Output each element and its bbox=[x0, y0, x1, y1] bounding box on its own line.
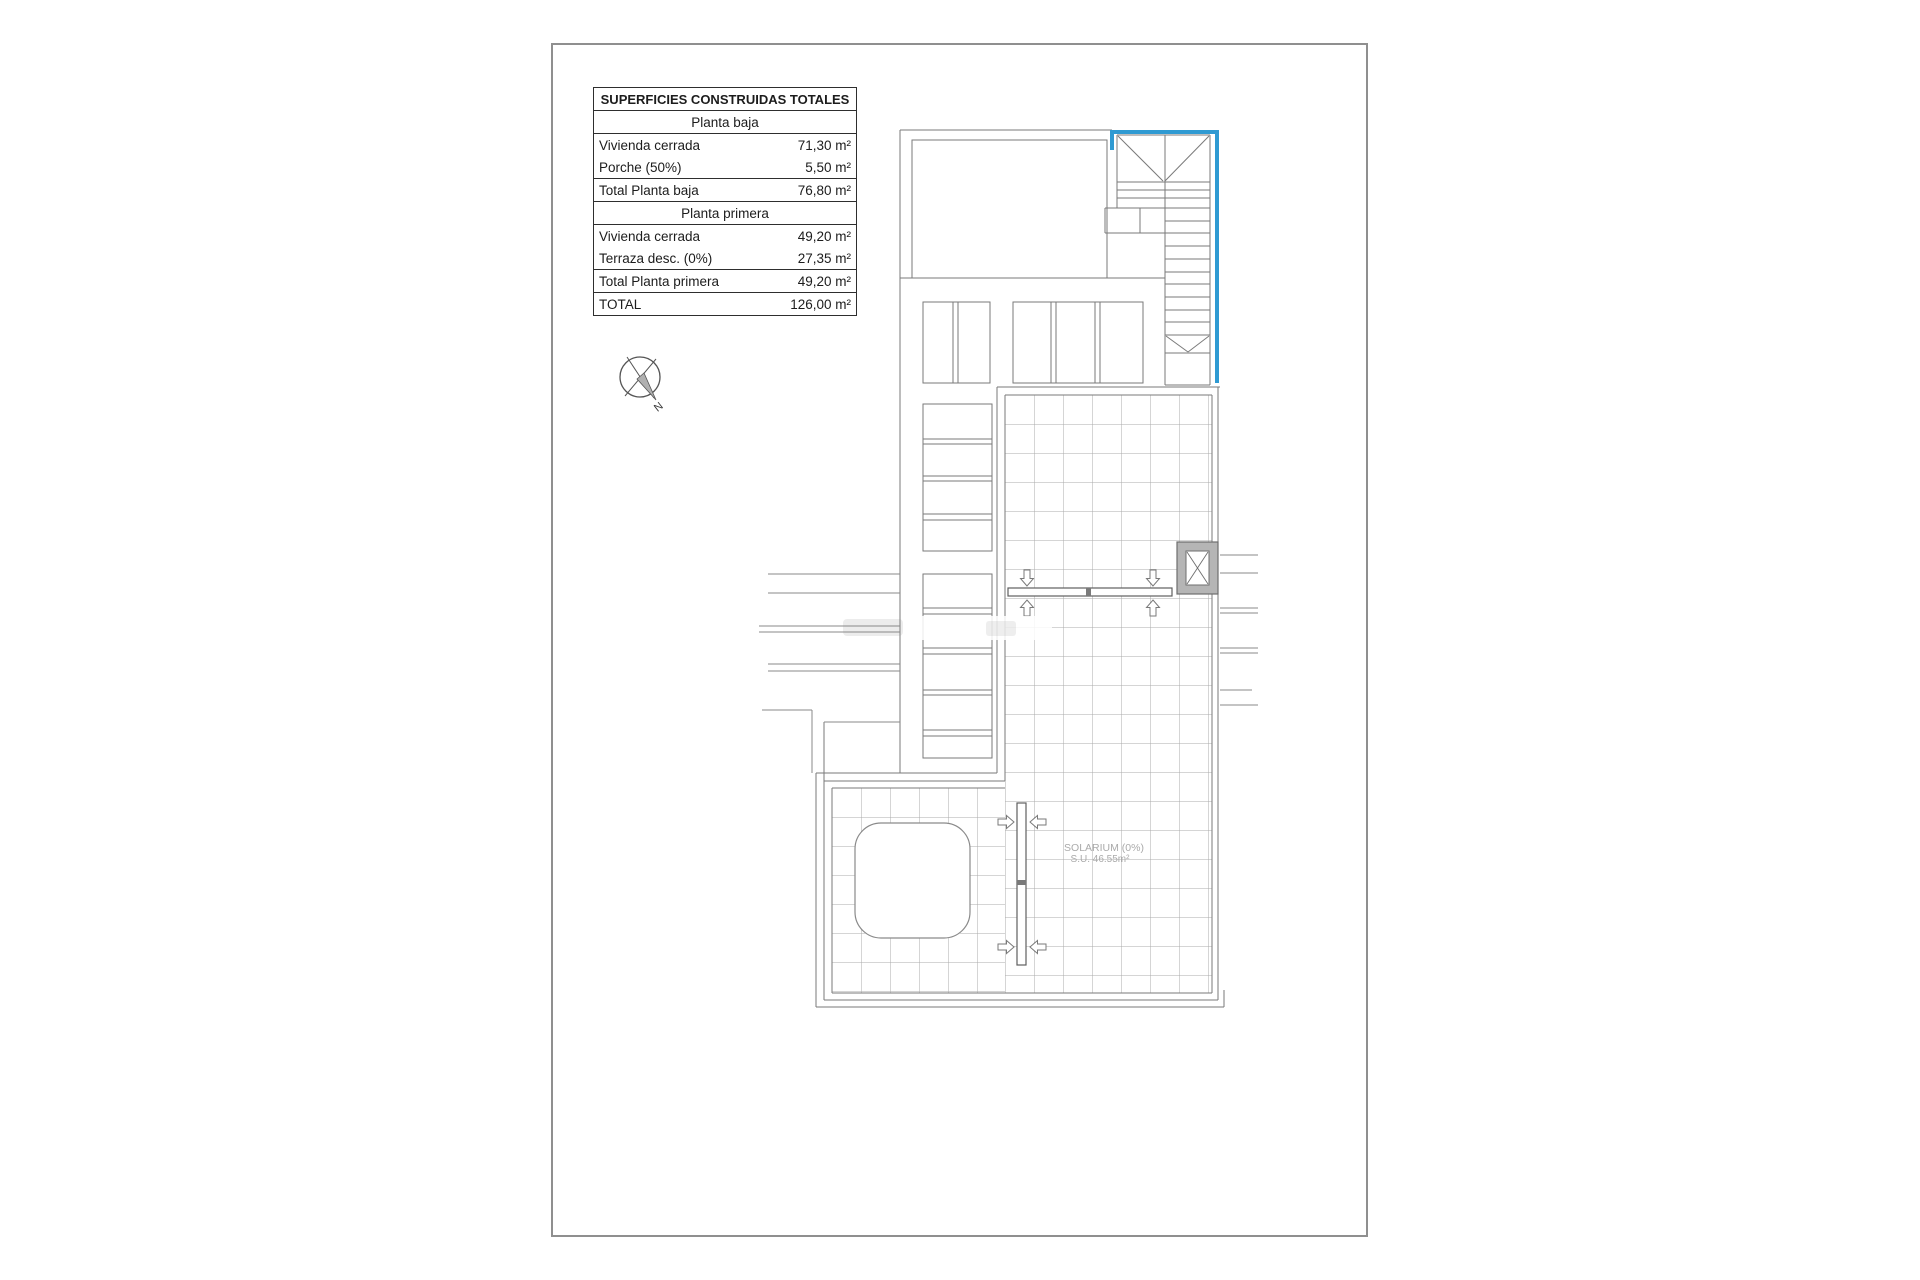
row-label: Terraza desc. (0%) bbox=[599, 250, 713, 266]
north-arrow-icon bbox=[620, 357, 666, 415]
solarium-label-line2: S.U. 46.55m² bbox=[1070, 854, 1130, 865]
shaft-box bbox=[1177, 542, 1218, 594]
row-label: Vivienda cerrada bbox=[599, 137, 701, 153]
section-header: Planta primera bbox=[681, 205, 769, 221]
site-lines-left bbox=[759, 574, 900, 773]
north-label: N bbox=[651, 400, 666, 415]
row-value: 126,00 m² bbox=[790, 296, 851, 312]
watermark-smudge bbox=[843, 616, 1052, 640]
row-value: 71,30 m² bbox=[797, 137, 851, 153]
row-label: Porche (50%) bbox=[599, 159, 682, 175]
row-label: Vivienda cerrada bbox=[599, 228, 701, 244]
row-value: 49,20 m² bbox=[797, 273, 851, 289]
row-value: 5,50 m² bbox=[805, 159, 851, 175]
jacuzzi bbox=[855, 823, 970, 938]
row-label: Total Planta baja bbox=[599, 182, 699, 198]
row-value: 76,80 m² bbox=[797, 182, 851, 198]
row-value: 27,35 m² bbox=[797, 250, 851, 266]
section-header: Planta baja bbox=[691, 114, 759, 130]
row-label: Total Planta primera bbox=[599, 273, 720, 289]
stair-diagonals bbox=[1118, 136, 1209, 352]
site-lines-right bbox=[1220, 555, 1258, 705]
row-value: 49,20 m² bbox=[797, 228, 851, 244]
row-label: TOTAL bbox=[599, 296, 642, 312]
solarium-label-line1: SOLARIUM (0%) bbox=[1064, 842, 1144, 854]
table-title: SUPERFICIES CONSTRUIDAS TOTALES bbox=[600, 91, 850, 107]
